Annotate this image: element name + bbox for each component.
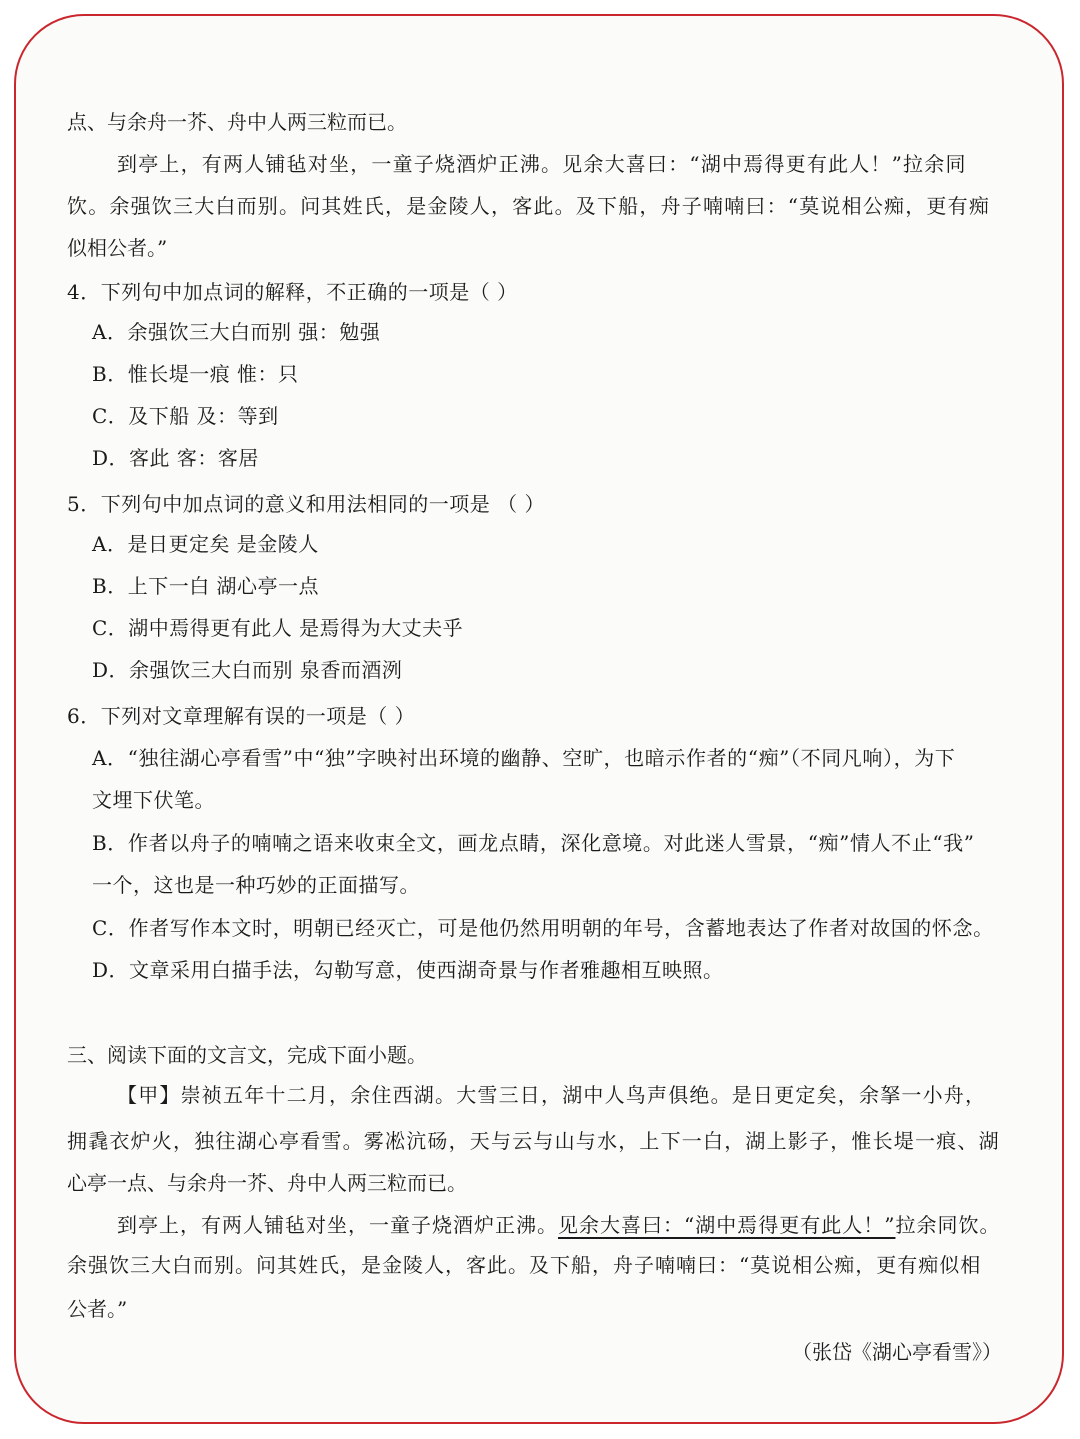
q5-option-a: A．是日更定矣 是金陵人 (92, 532, 319, 556)
q6-option-b-cont: 一个，这也是一种巧妙的正面描写。 (92, 873, 420, 897)
passage-line: 【甲】崇祯五年十二月，余住西湖。大雪三日，湖中人鸟声俱绝。是日更定矣，余拏一小舟， (117, 1083, 987, 1107)
q4-option-a: A．余强饮三大白而别 强：勉强 (92, 320, 381, 344)
passage-line: 余强饮三大白而别。问其姓氏，是金陵人，客此。及下船，舟子喃喃曰：“莫说相公痴，更有痴似相 (67, 1253, 982, 1277)
q6-option-c: C．作者写作本文时，明朝已经灭亡，可是他仍然用明朝的年号，含蓄地表达了作者对故国的怀念。 (92, 916, 994, 940)
passage-line: 拥毳衣炉火，独往湖心亭看雪。雾凇沆砀，天与云与山与水，上下一白，湖上影子，惟长堤一痕、湖 (67, 1129, 1000, 1153)
q6-option-a-cont: 文埋下伏笔。 (92, 788, 215, 812)
q6-option-a: A．“独往湖心亭看雪”中“独”字映衬出环境的幽静、空旷，也暗示作者的“痴”（不同凡响），为下 (92, 746, 956, 770)
passage-line: 到亭上，有两人铺毡对坐，一童子烧酒炉正沸。见余大喜曰：“湖中焉得更有此人！”拉余同 (117, 152, 967, 176)
passage-line: 饮。余强饮三大白而别。问其姓氏，是金陵人，客此。及下船，舟子喃喃曰：“莫说相公痴，更有痴 (67, 194, 991, 218)
question-4: 4．下列句中加点词的解释，不正确的一项是（ ） (67, 280, 518, 304)
passage-line: 似相公者。” (67, 236, 168, 260)
q4-option-d: D．客此 客：客居 (92, 446, 259, 470)
q4-option-b: B．惟长堤一痕 惟：只 (92, 362, 299, 386)
underlined-sentence: 见余大喜曰：“湖中焉得更有此人！” (558, 1213, 896, 1237)
q5-option-c: C．湖中焉得更有此人 是焉得为大丈夫乎 (92, 616, 464, 640)
passage-line-with-underline (117, 1213, 1000, 1237)
passage-text: 拉余同饮。 (895, 1213, 1001, 1237)
q6-option-d: D．文章采用白描手法，勾勒写意，使西湖奇景与作者雅趣相互映照。 (92, 958, 724, 982)
passage-text: 到亭上，有两人铺毡对坐，一童子烧酒炉正沸。 (117, 1213, 558, 1237)
source-citation: （张岱《湖心亭看雪》） (792, 1340, 1002, 1364)
section-three-heading: 三、阅读下面的文言文，完成下面小题。 (67, 1043, 427, 1067)
question-5: 5．下列句中加点词的意义和用法相同的一项是 （ ） (67, 492, 545, 516)
q4-option-c: C．及下船 及：等到 (92, 404, 279, 428)
q5-option-d: D．余强饮三大白而别 泉香而酒洌 (92, 658, 403, 682)
passage-line: 公者。” (67, 1297, 128, 1321)
passage-line: 心亭一点、与余舟一芥、舟中人两三粒而已。 (67, 1171, 467, 1195)
question-6: 6．下列对文章理解有误的一项是（ ） (67, 704, 416, 728)
q6-option-b: B．作者以舟子的喃喃之语来收束全文，画龙点睛，深化意境。对此迷人雪景，“痴”情人不止“我” (92, 831, 975, 855)
passage-line: 点、与余舟一芥、舟中人两三粒而已。 (67, 110, 407, 134)
q5-option-b: B．上下一白 湖心亭一点 (92, 574, 320, 598)
